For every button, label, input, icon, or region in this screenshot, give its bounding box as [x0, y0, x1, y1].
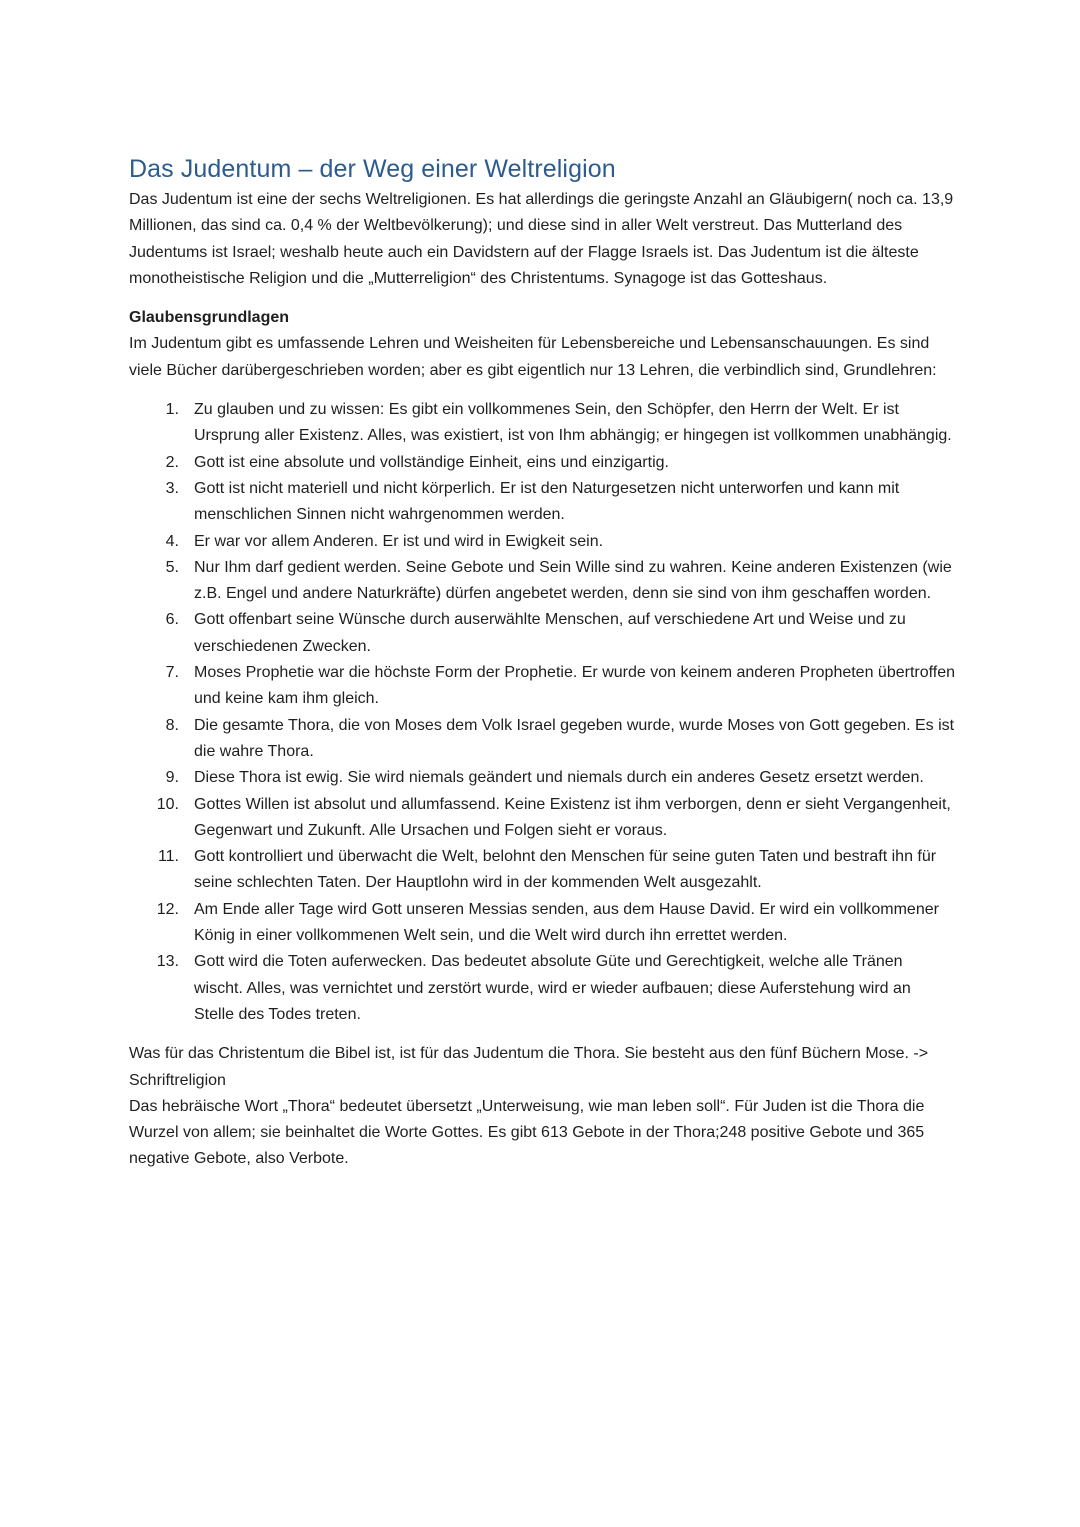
list-item [129, 476, 955, 529]
list-item [129, 397, 955, 450]
list-item-text: Am Ende aller Tage wird Gott unseren Messias senden, aus dem Hause David. Er wird ein vollkommener König in einer vollkommenen Welt sein, und die Welt wird durch ihn errettet werden. [194, 900, 939, 945]
list-item-text: Gott ist nicht materiell und nicht körperlich. Er ist den Naturgesetzen nicht unterworfen und kann mit menschlichen Sinnen nicht wahrgenommen werden. [194, 479, 900, 524]
closing-paragraph-thora: Das hebräische Wort „Thora“ bedeutet übersetzt „Unterweisung, wie man leben soll“. Für Juden ist die Thora die Wurzel von allem; sie beinhaltet die Worte Gottes. Es gibt 613 Gebote in der Thora;248 positive Gebote und 365 negative Gebote, also Verbote. [129, 1097, 925, 1168]
list-item-number: 7. [165, 664, 179, 682]
list-item-text: Nur Ihm darf gedient werden. Seine Gebote und Sein Wille sind zu wahren. Keine anderen Existenzen (wie z.B. Engel und andere Naturkräfte) dürfen angebetet werden, denn sie sind von ihm geschaffen worden. [194, 558, 952, 603]
section-heading: Glaubensgrundlagen [129, 309, 290, 327]
list-item-number: 2. [165, 453, 179, 471]
list-item-number: 11. [157, 848, 179, 866]
list-item [129, 949, 955, 1028]
list-item [129, 555, 955, 608]
list-item-text: Die gesamte Thora, die von Moses dem Volk Israel gegeben wurde, wurde Moses von Gott gegeben. Es ist die wahre Thora. [194, 716, 955, 760]
list-item [129, 897, 955, 950]
closing-paragraph-bible: Was für das Christentum die Bibel ist, ist für das Judentum die Thora. Sie besteht aus den fünf Büchern Mose. -> Schriftreligion [129, 1045, 929, 1089]
list-item-number: 5. [165, 558, 179, 576]
list-item-text: Gott offenbart seine Wünsche durch auserwählte Menschen, auf verschiedene Art und Weise und zu verschiedenen Zwecken. [194, 611, 906, 655]
list-item-text: Moses Prophetie war die höchste Form der Prophetie. Er wurde von keinem anderen Propheten übertroffen und keine kam ihm gleich. [194, 664, 956, 708]
list-item-number: 1. [165, 401, 179, 419]
page-title: Das Judentum – der Weg einer Weltreligion [129, 155, 616, 183]
list-item-text: Gott wird die Toten auferwecken. Das bedeutet absolute Güte und Gerechtigkeit, welche alle Tränen wischt. Alles, was vernichtet und zerstört wurde, wird er wieder aufbauen; diese Auferstehung wird an Stelle des Todes treten. [194, 953, 911, 1023]
list-item-number: 4. [165, 532, 179, 550]
list-item [129, 450, 955, 476]
list-item-number: 3. [165, 479, 179, 497]
list-item-text: Gott kontrolliert und überwacht die Welt, belohnt den Menschen für seine guten Taten und bestraft ihn für seine schlechten Taten. Der Hauptlohn wird in der kommenden Welt ausgezahlt. [194, 848, 937, 892]
list-item-number: 10. [156, 795, 179, 813]
list-item [129, 792, 955, 845]
list-item-number: 9. [165, 769, 179, 787]
list-item-number: 12. [156, 900, 179, 918]
list-item [129, 529, 955, 555]
list-item-number: 8. [165, 716, 179, 734]
list-item [129, 765, 955, 791]
intro-paragraph: Das Judentum ist eine der sechs Weltreligionen. Es hat allerdings die geringste Anzahl an Gläubigern( noch ca. 13,9 Millionen, das sind ca. 0,4 % der Weltbevölkerung); und diese sind in aller Welt verstreut. Das Mutterland des Judentums ist Israel; weshalb heute auch ein Davidstern auf der Flagge Israels ist. Das Judentum ist die älteste monotheistische Religion und die „Mutterreligion“ des Christentums. Synagoge ist das Gotteshaus. [129, 191, 954, 287]
list-item [129, 713, 955, 766]
document-page [129, 152, 955, 1173]
list-item [129, 607, 955, 660]
list-item-text: Er war vor allem Anderen. Er ist und wird in Ewigkeit sein. [194, 532, 604, 550]
list-item [129, 660, 955, 713]
list-item-number: 13. [156, 953, 179, 971]
list-item-text: Diese Thora ist ewig. Sie wird niemals geändert und niemals durch ein anderes Gesetz ersetzt werden. [194, 769, 924, 787]
list-item-text: Gott ist eine absolute und vollständige Einheit, eins und einzigartig. [194, 453, 669, 471]
list-item [129, 844, 955, 897]
list-item-number: 6. [165, 611, 179, 629]
list-item-text: Gottes Willen ist absolut und allumfassend. Keine Existenz ist ihm verborgen, denn er sieht Vergangenheit, Gegenwart und Zukunft. Alle Ursachen und Folgen sieht er voraus. [194, 795, 951, 839]
section-intro-paragraph: Im Judentum gibt es umfassende Lehren und Weisheiten für Lebensbereiche und Lebensanschauungen. Es sind viele Bücher darübergeschrieben worden; aber es gibt eigentlich nur 13 Lehren, die verbindlich sind, Grundlehren: [129, 335, 937, 379]
list-item-text: Zu glauben und zu wissen: Es gibt ein vollkommenes Sein, den Schöpfer, den Herrn der Welt. Er ist Ursprung aller Existenz. Alles, was existiert, ist von Ihm abhängig; er hingegen ist vollkommen unabhängig. [194, 401, 952, 445]
rules-list [129, 397, 955, 1028]
